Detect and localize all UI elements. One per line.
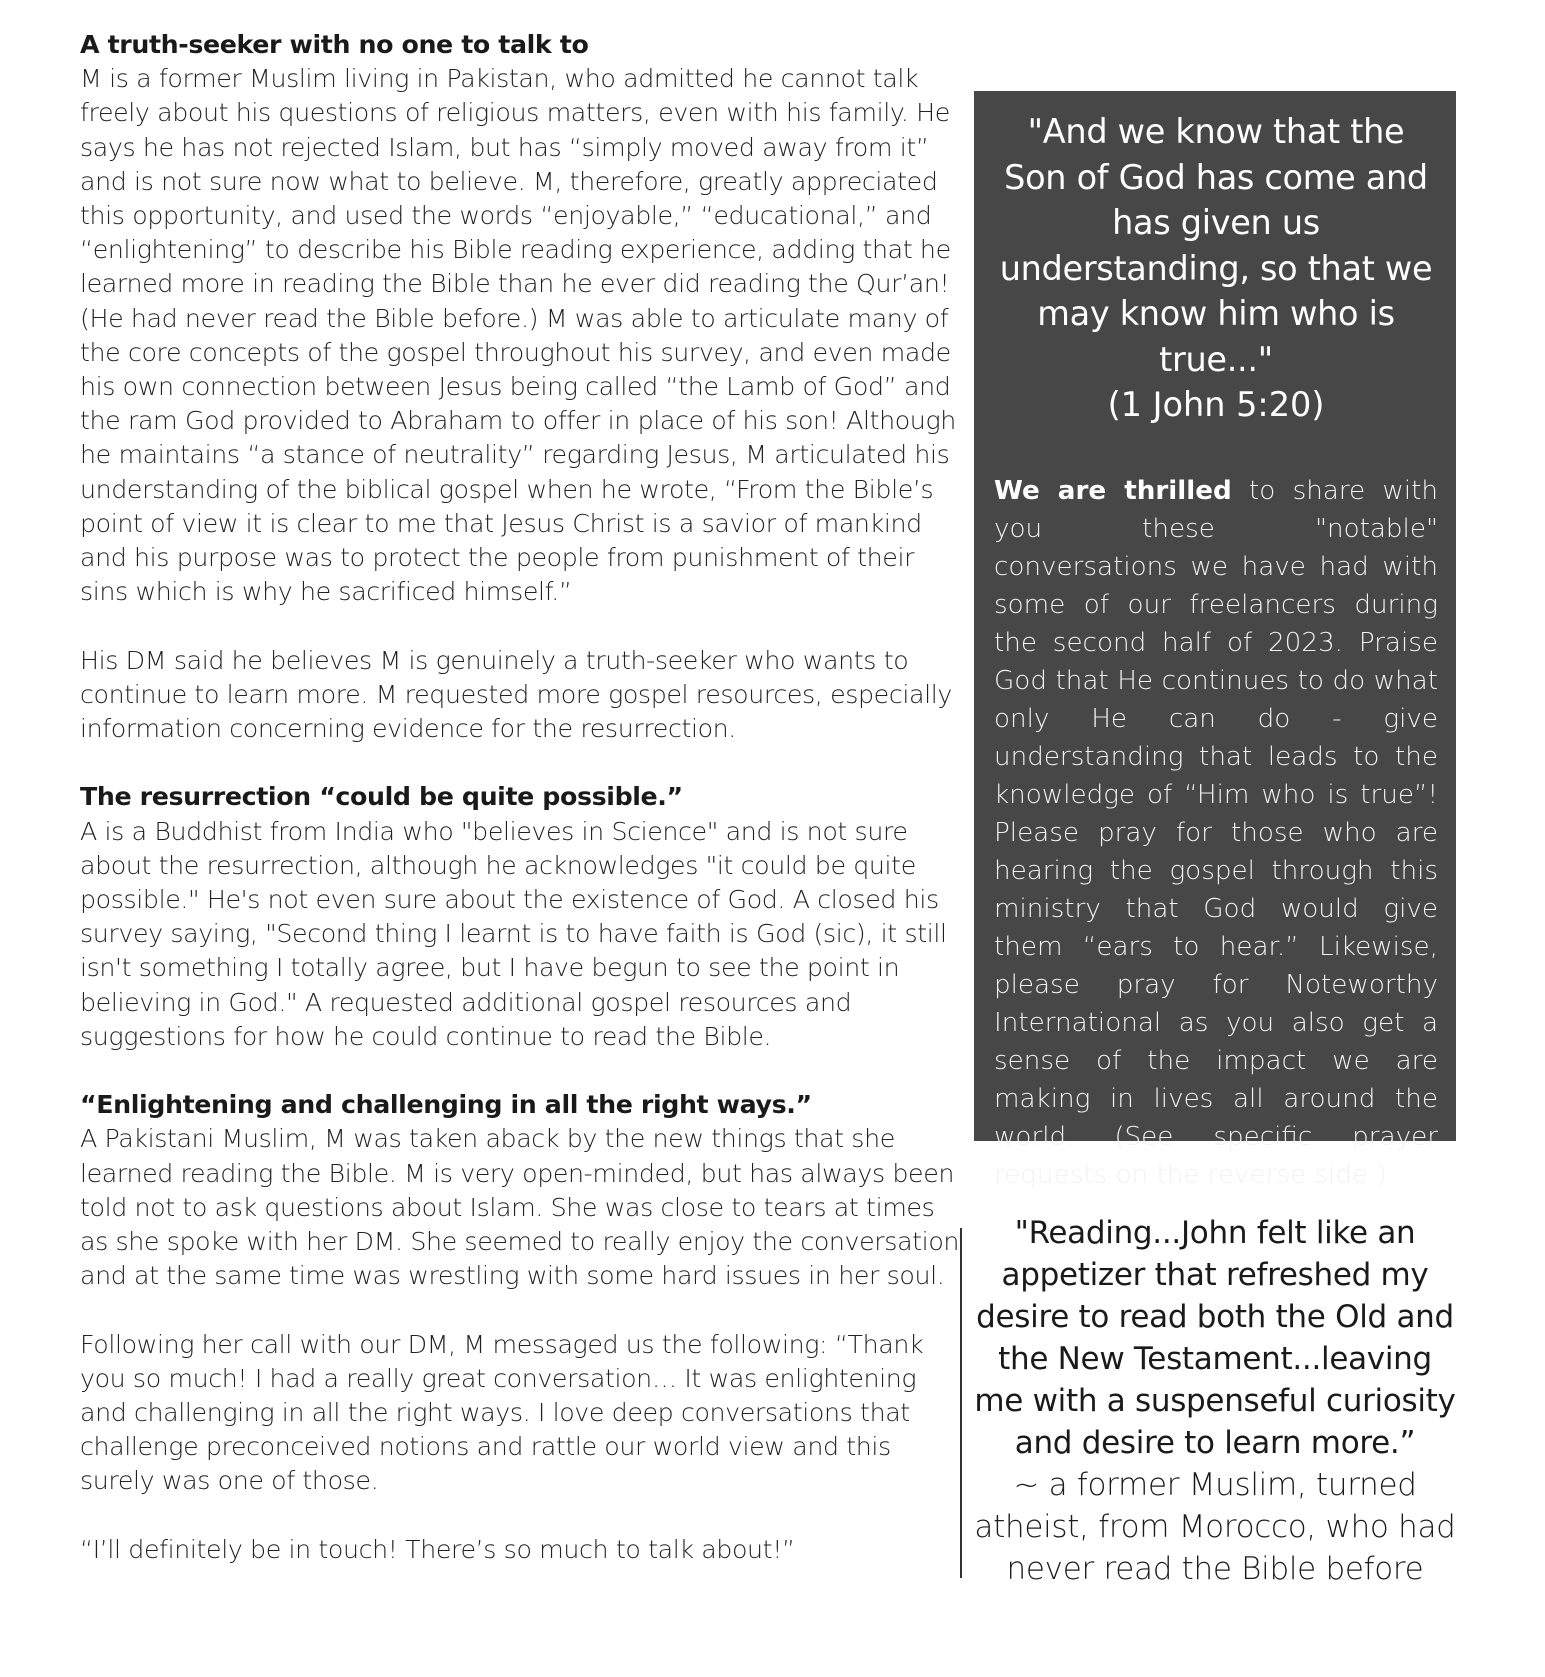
- sidebar-body-text: to share with you these "notable" conversations we have had with some of our freelancers during the second half of 2023. Praise God that He continues to do what only He can do - give understanding that leads to the knowledge of “Him who is true”! Please pray for those who are hearing the gospel through this ministry that God would give them “ears to hear.” Likewise, please pray for Noteworthy International as you also get a sense of the impact we are making in lives all around the world. (See specific prayer requests on the reverse side.): [994, 475, 1438, 1190]
- story-paragraph: Following her call with our DM, M messaged us the following: “Thank you so much! I had a really great conversation… It was enlightening and challenging in all the right ways. I love deep conversations that challenge preconceived notions and rattle our world view and this surely was one of those.: [80, 1329, 924, 1496]
- story-heading: “Enlightening and challenging in all the right ways.”: [80, 1090, 812, 1120]
- pull-quote-attribution: ~ a former Muslim, turned atheist, from Morocco, who had never read the Bible before: [974, 1467, 1456, 1587]
- story-resurrection: [80, 780, 965, 1054]
- pull-quote-text: "Reading...John felt like an appetizer that refreshed my desire to read both the Old and the New Testament...leaving me with a suspenseful curiosity and desire to learn more.”: [974, 1215, 1456, 1461]
- pull-quote: [970, 1212, 1460, 1590]
- story-paragraph: “I’ll definitely be in touch! There’s so much to talk about!”: [80, 1534, 795, 1564]
- quote-divider: [960, 1228, 962, 1578]
- story-paragraph: A is a Buddhist from India who "believes in Science" and is not sure about the resurrection, although he acknowledges "it could be quite possible." He's not even sure about the existence of God. A closed his survey saying, "Second thing I learnt is to have faith is God (sic), it still isn't something I totally agree, but I have begun to see the point in believing in God." A requested additional gospel resources and suggestions for how he could continue to read the Bible.: [80, 816, 947, 1051]
- story-heading: A truth-seeker with no one to talk to: [80, 30, 589, 59]
- story-paragraph: A Pakistani Muslim, M was taken aback by the new things that she learned reading the Bible. M is very open-minded, but has always been told not to ask questions about Islam. She was close to tears at times as she spoke with her DM. She seemed to really enjoy the conversation and at the same time was wrestling with some hard issues in her soul.: [80, 1124, 960, 1291]
- story-heading: The resurrection “could be quite possible.”: [80, 782, 683, 812]
- verse-quote: "And we know that the Son of God has come and has given us understanding, so that we may know him who is true...": [999, 112, 1433, 379]
- story-paragraph: M is a former Muslim living in Pakistan, who admitted he cannot talk freely about his questions of religious matters, even with his family. He says he has not rejected Islam, but has “simply moved away from it” and is not sure now what to believe. M, therefore, greatly appreciated this opportunity, and used the words “enjoyable,” “educational,” and “enlightening” to describe his Bible reading experience, adding that he learned more in reading the Bible than he ever did reading the Qur’an! (He had never read the Bible before.) M was able to articulate many of the core concepts of the gospel throughout his survey, and even made his own connection between Jesus being called “the Lamb of God” and the ram God provided to Abraham to offer in place of his son! Although he maintains “a stance of neutrality” regarding Jesus, M articulated his understanding of the biblical gospel when he wrote, “From the Bible’s point of view it is clear to me that Jesus Christ is a savior of mankind and his purpose was to protect the people from punishment of their sins which is why he sacrificed himself.”: [80, 64, 956, 607]
- story-enlightening: [80, 1088, 965, 1567]
- story-paragraph: His DM said he believes M is genuinely a truth-seeker who wants to continue to learn more. M requested more gospel resources, especially information concerning evidence for the resurrection.: [80, 645, 952, 744]
- story-truth-seeker: [80, 28, 965, 746]
- verse-reference: (1 John 5:20): [1107, 385, 1325, 424]
- stories-column: [80, 28, 965, 1601]
- sidebar-box: [974, 91, 1456, 1190]
- sidebar-body: [994, 472, 1438, 1194]
- sidebar-body-lead: We are thrilled: [994, 475, 1232, 506]
